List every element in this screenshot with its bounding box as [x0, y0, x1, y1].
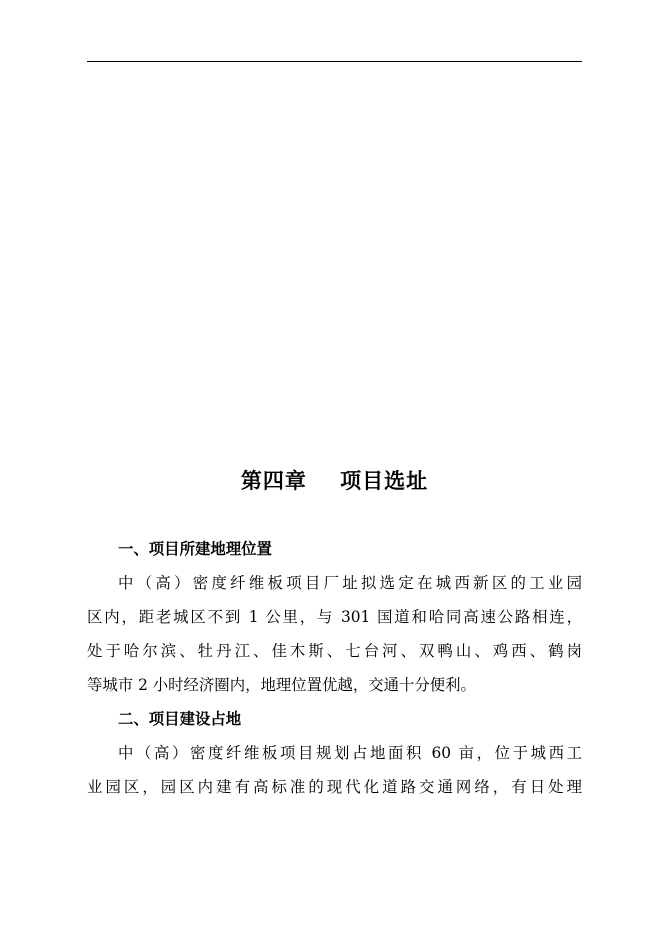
section-heading-location: 一、项目所建地理位置: [118, 540, 272, 558]
paragraph-line: 中（高）密度纤维板项目厂址拟选定在城西新区的工业园: [118, 574, 582, 592]
document-body: [87, 532, 582, 804]
chapter-title: 第四章 项目选址: [240, 468, 429, 493]
paragraph-line: 业园区，园区内建有高标准的现代化道路交通网络，有日处理: [87, 778, 582, 796]
section-heading-land-use: 二、项目建设占地: [118, 710, 242, 728]
paragraph-line: 等城市 2 小时经济圈内，地理位置优越，交通十分便利。: [87, 676, 476, 694]
header-rule: [87, 61, 582, 62]
paragraph-line: 区内，距老城区不到 1 公里，与 301 国道和哈同高速公路相连，: [87, 608, 582, 626]
paragraph-line: 处于哈尔滨、牡丹江、佳木斯、七台河、双鸭山、鸡西、鹤岗: [87, 642, 582, 660]
paragraph-line: 中（高）密度纤维板项目规划占地面积 60 亩，位于城西工: [118, 744, 582, 762]
